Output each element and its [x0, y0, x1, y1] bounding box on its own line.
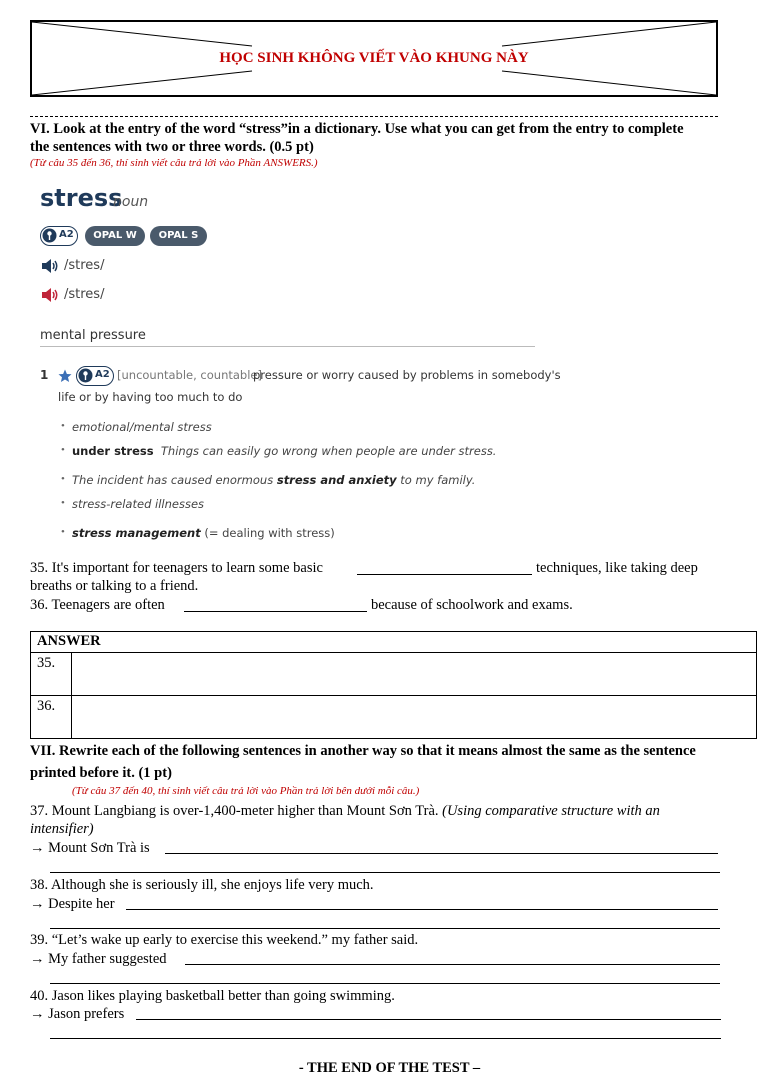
q40-answer-line-1[interactable]: [136, 1019, 721, 1020]
grammar-label: [uncountable, countable]: [117, 368, 262, 382]
example-1: emotional/mental stress: [72, 420, 212, 434]
q37-answer-line-1[interactable]: [165, 853, 718, 854]
sense-level-label: A2: [95, 369, 110, 380]
q38-answer-line-1[interactable]: [126, 909, 718, 910]
star-icon: [58, 369, 72, 383]
q36-part-b: because of schoolwork and exams.: [371, 597, 573, 613]
q36-part-a: 36. Teenagers are often: [30, 597, 165, 613]
answer-cell-36[interactable]: [72, 696, 757, 739]
section6-heading-1: VI. Look at the entry of the word “stress”in a dictionary. Use what you can get from the entry to complete: [30, 121, 684, 137]
example-5-collocation: stress management: [72, 526, 201, 540]
section7-note: (Từ câu 37 đến 40, thí sinh viết câu trả lời vào Phần trả lời bên dưới mỗi câu.): [72, 785, 420, 797]
q37-text: 37. Mount Langbiang is over-1,400-meter higher than Mount Sơn Trà.: [30, 803, 439, 819]
q40-text: 40. Jason likes playing basketball better than going swimming.: [30, 988, 395, 1004]
section7-heading-1: VII. Rewrite each of the following sentences in another way so that it means almost the same as the sentence: [30, 743, 696, 759]
sense-number: 1: [40, 368, 49, 382]
section6-note: (Từ câu 35 đến 36, thí sinh viết câu trả lời vào Phần ANSWERS.): [30, 157, 318, 169]
bullet: •: [61, 420, 65, 432]
q39-answer-line-1[interactable]: [185, 964, 720, 965]
uk-speaker-icon[interactable]: [41, 258, 61, 274]
answer-table: [30, 631, 757, 739]
us-pronunciation: /stres/: [64, 287, 105, 302]
example-2-text: Things can easily go wrong when people are under stress.: [160, 444, 497, 458]
q38-answer-line-2[interactable]: [50, 928, 720, 929]
answer-row-35: [31, 653, 757, 696]
q37-prompt: → Mount Sơn Trà is: [30, 840, 150, 856]
q36-blank[interactable]: [184, 611, 367, 612]
answer-row-36: [31, 696, 757, 739]
q35-part-a: 35. It's important for teenagers to learn some basic: [30, 560, 323, 576]
example-4: stress-related illnesses: [72, 497, 205, 511]
q40-prompt: → Jason prefers: [30, 1006, 125, 1022]
sense-level-badge: [76, 366, 114, 386]
q35-blank[interactable]: [357, 574, 532, 575]
answer-title: ANSWER: [31, 632, 757, 653]
example-2: [72, 444, 496, 458]
key-icon: [42, 228, 57, 243]
q38-text: 38. Although she is seriously ill, she enjoys life very much.: [30, 877, 374, 893]
q35-part-b: techniques, like taking deep: [536, 560, 698, 576]
bullet: •: [61, 497, 65, 509]
dictionary-entry: [40, 184, 561, 546]
answer-label-35: 35.: [31, 653, 72, 696]
example-3-post: to my family.: [396, 473, 476, 487]
sense-heading: mental pressure: [40, 328, 146, 343]
sense-divider: [40, 346, 535, 347]
q39-text: 39. “Let’s wake up early to exercise this weekend.” my father said.: [30, 932, 419, 948]
example-3-pre: The incident has caused enormous: [72, 473, 277, 487]
q37-hint-2: intensifier): [30, 821, 94, 837]
definition-line-2: life or by having too much to do: [58, 390, 243, 404]
cut-line: [30, 116, 718, 117]
level-badge: [40, 226, 78, 246]
q40-answer-line-2[interactable]: [50, 1038, 721, 1039]
end-of-test: - THE END OF THE TEST –: [298, 1060, 481, 1076]
q35-part-c: breaths or talking to a friend.: [30, 578, 199, 594]
definition-line-1: pressure or worry caused by problems in somebody's: [253, 368, 561, 382]
bullet: •: [61, 444, 65, 456]
example-2-collocation: under stress: [72, 444, 154, 458]
bullet: •: [61, 526, 65, 538]
example-5: [72, 526, 335, 540]
opal-w-badge: OPAL W: [85, 226, 145, 246]
dict-headword: stress: [40, 184, 123, 212]
answer-header-row: [31, 632, 757, 653]
q39-answer-line-2[interactable]: [50, 983, 720, 984]
answer-cell-35[interactable]: [72, 653, 757, 696]
example-5-text: (= dealing with stress): [204, 526, 335, 540]
dict-pos: noun: [113, 194, 149, 210]
level-label: A2: [59, 229, 74, 240]
uk-pronunciation: /stres/: [64, 258, 105, 273]
section7-heading-2: printed before it. (1 pt): [30, 765, 172, 781]
header-box: [30, 20, 718, 97]
opal-s-badge: OPAL S: [150, 226, 207, 246]
example-3: [72, 473, 475, 487]
example-3-collocation: stress and anxiety: [276, 473, 397, 487]
q37-answer-line-2[interactable]: [50, 872, 720, 873]
answer-label-36: 36.: [31, 696, 72, 739]
q37-hint: (Using comparative structure with an: [442, 803, 660, 819]
header-title: HỌC SINH KHÔNG VIẾT VÀO KHUNG NÀY: [219, 50, 529, 66]
q37-sentence: [30, 802, 660, 820]
us-speaker-icon[interactable]: [41, 287, 61, 303]
key-icon: [78, 368, 93, 383]
bullet: •: [61, 473, 65, 485]
q39-prompt: → My father suggested: [30, 951, 167, 967]
section6-heading-2: the sentences with two or three words. (0.5 pt): [30, 139, 314, 155]
q38-prompt: → Despite her: [30, 896, 115, 912]
